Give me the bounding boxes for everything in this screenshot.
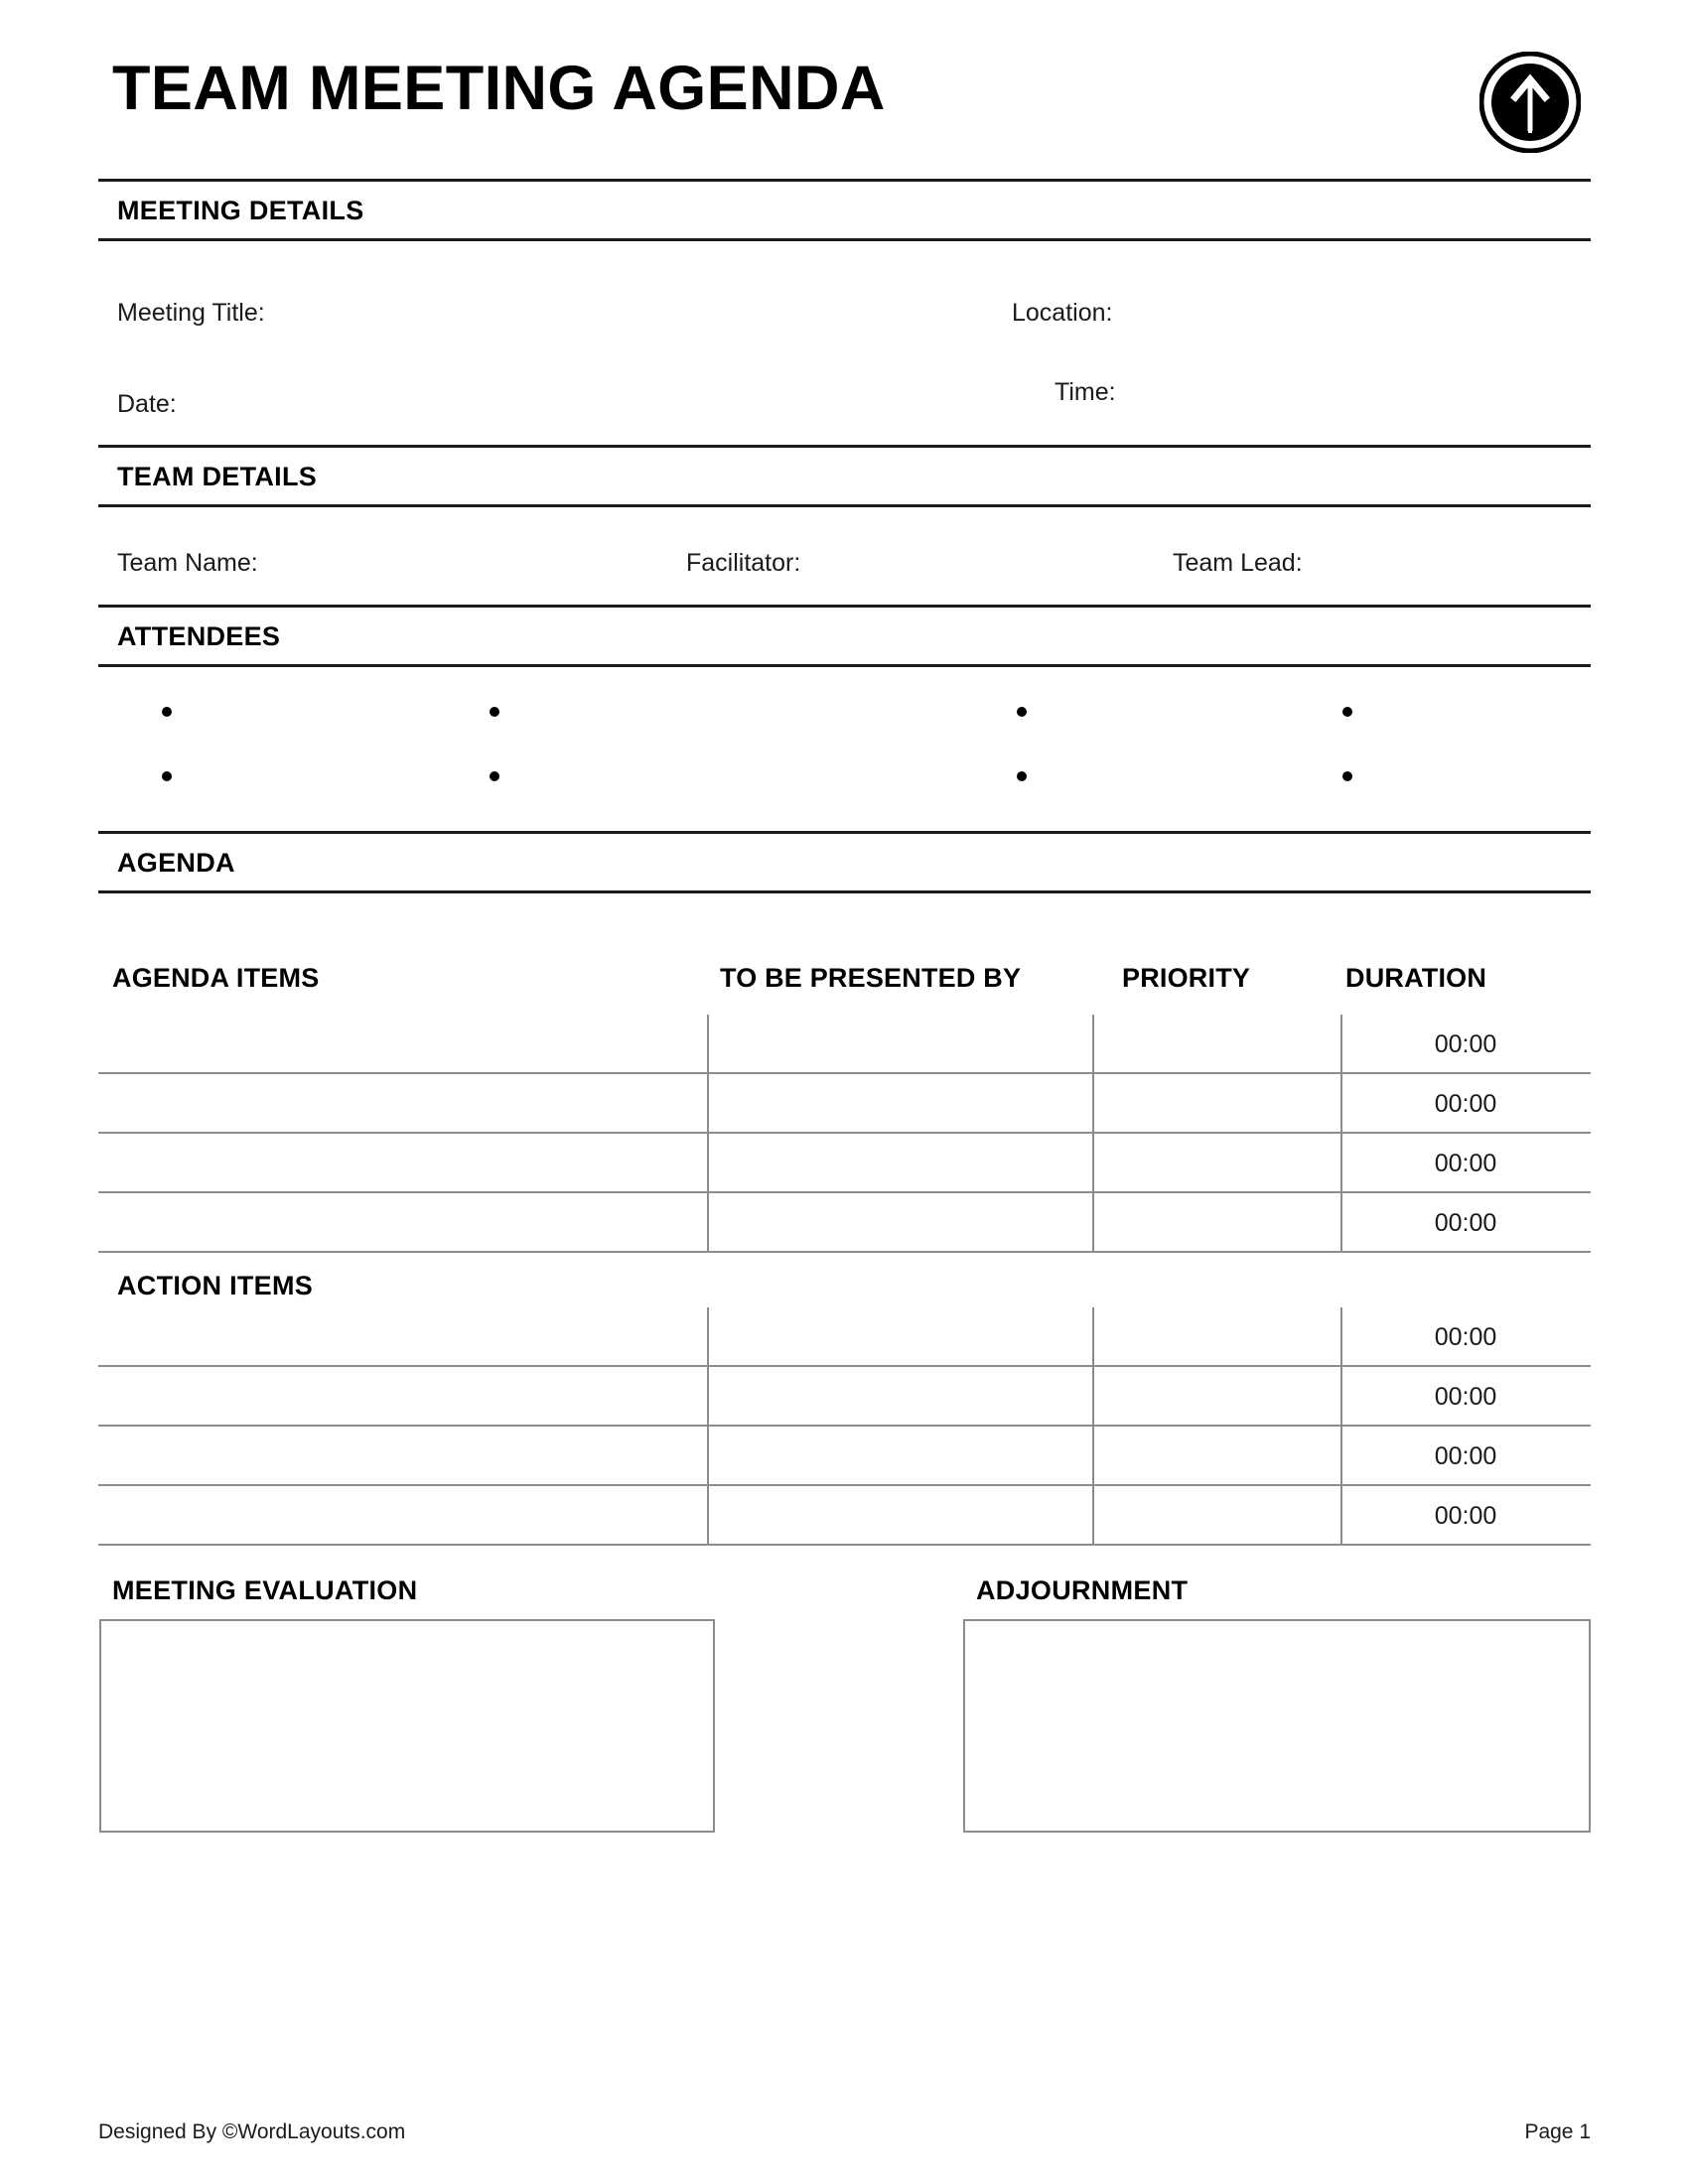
column-divider: [1092, 1307, 1094, 1365]
field-facilitator: Facilitator:: [686, 549, 801, 577]
column-divider: [707, 1427, 709, 1484]
table-row[interactable]: [98, 1367, 1591, 1427]
meeting-details-fields: [98, 241, 1591, 445]
double-up-arrow-circle-logo-icon: [1479, 52, 1581, 153]
field-date: Date:: [117, 390, 177, 418]
column-divider: [1092, 1367, 1094, 1425]
attendee-bullet[interactable]: [1017, 771, 1027, 781]
column-divider: [707, 1367, 709, 1425]
table-row[interactable]: [98, 1074, 1591, 1134]
cell-duration[interactable]: 00:00: [1434, 1090, 1497, 1118]
footer-page-number: Page 1: [1524, 2120, 1591, 2143]
field-time: Time:: [1055, 378, 1116, 406]
agenda-table-header: [98, 953, 1591, 1015]
document-header: [98, 0, 1591, 179]
cell-duration[interactable]: 00:00: [1434, 1502, 1497, 1530]
attendee-bullet[interactable]: [490, 707, 499, 717]
page-content: [98, 0, 1591, 1873]
section-heading-agenda: AGENDA: [117, 848, 235, 878]
attendee-bullet[interactable]: [490, 771, 499, 781]
agenda-table: [98, 1015, 1591, 1253]
column-divider: [1092, 1427, 1094, 1484]
column-divider: [1092, 1193, 1094, 1251]
table-row[interactable]: [98, 1486, 1591, 1546]
section-heading-adjournment: ADJOURNMENT: [976, 1575, 1189, 1605]
column-divider: [707, 1486, 709, 1544]
footer-credit: Designed By ©WordLayouts.com: [98, 2120, 406, 2143]
team-details-fields: [98, 507, 1591, 605]
adjournment-textarea[interactable]: [963, 1619, 1591, 1833]
table-row[interactable]: [98, 1134, 1591, 1193]
cell-duration[interactable]: 00:00: [1434, 1442, 1497, 1470]
action-items-table: [98, 1307, 1591, 1546]
field-team-lead: Team Lead:: [1173, 549, 1303, 577]
field-team-name: Team Name:: [117, 549, 258, 577]
table-row[interactable]: [98, 1427, 1591, 1486]
cell-duration[interactable]: 00:00: [1434, 1150, 1497, 1177]
column-divider: [1092, 1134, 1094, 1191]
column-header-duration: DURATION: [1345, 963, 1487, 993]
column-divider: [707, 1074, 709, 1132]
cell-duration[interactable]: 00:00: [1434, 1323, 1497, 1351]
field-location: Location:: [1012, 299, 1113, 327]
section-heading-team-details: TEAM DETAILS: [117, 462, 318, 491]
column-divider: [1092, 1486, 1094, 1544]
agenda-spacer: [98, 893, 1591, 953]
column-divider: [707, 1134, 709, 1191]
attendee-bullet[interactable]: [162, 771, 172, 781]
field-meeting-title: Meeting Title:: [117, 299, 265, 327]
attendees-bullet-grid: [98, 667, 1591, 831]
column-header-agenda-items: AGENDA ITEMS: [112, 963, 320, 993]
section-heading-attendees: ATTENDEES: [117, 621, 281, 651]
section-heading-meeting-details: MEETING DETAILS: [117, 196, 364, 225]
bottom-sections: [98, 1575, 1591, 1873]
cell-duration[interactable]: 00:00: [1434, 1383, 1497, 1411]
page-footer: [98, 2120, 1591, 2144]
table-row[interactable]: [98, 1307, 1591, 1367]
column-divider: [1092, 1074, 1094, 1132]
attendee-bullet[interactable]: [162, 707, 172, 717]
section-heading-action-items: ACTION ITEMS: [117, 1271, 314, 1300]
cell-duration[interactable]: 00:00: [1434, 1030, 1497, 1058]
table-row[interactable]: [98, 1015, 1591, 1074]
page-title: TEAM MEETING AGENDA: [112, 54, 886, 123]
attendee-bullet[interactable]: [1342, 707, 1352, 717]
column-divider: [707, 1015, 709, 1072]
cell-duration[interactable]: 00:00: [1434, 1209, 1497, 1237]
table-row[interactable]: [98, 1193, 1591, 1253]
column-divider: [1092, 1015, 1094, 1072]
attendee-bullet[interactable]: [1342, 771, 1352, 781]
column-divider: [707, 1307, 709, 1365]
section-heading-meeting-evaluation: MEETING EVALUATION: [112, 1575, 418, 1605]
column-divider: [707, 1193, 709, 1251]
attendee-bullet[interactable]: [1017, 707, 1027, 717]
column-header-priority: PRIORITY: [1122, 963, 1251, 993]
meeting-evaluation-textarea[interactable]: [99, 1619, 715, 1833]
column-header-presented-by: TO BE PRESENTED BY: [720, 963, 1022, 993]
